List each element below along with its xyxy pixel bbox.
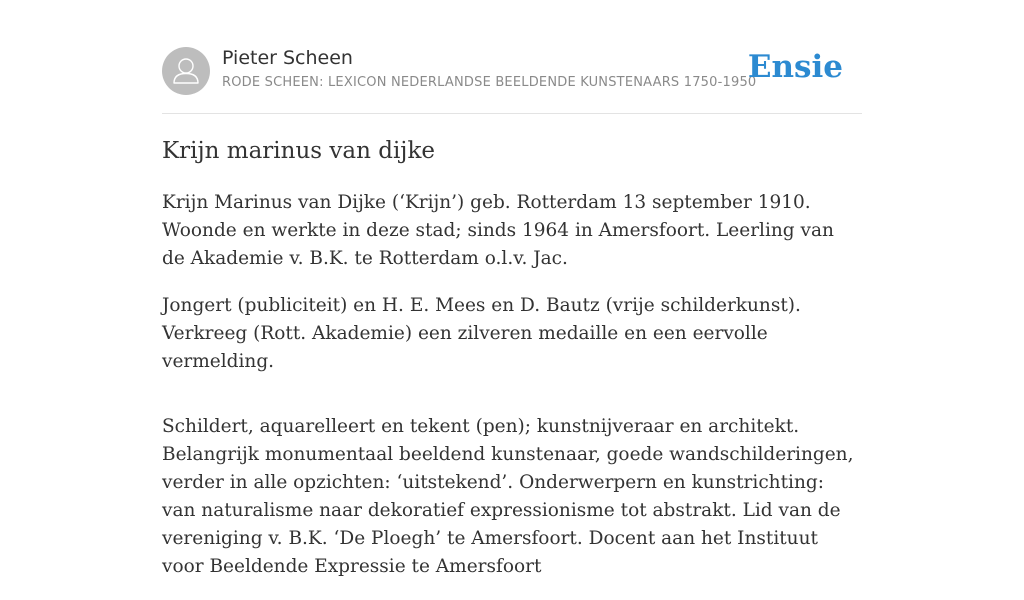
ensie-logo[interactable]: Ensie [747, 49, 843, 85]
paragraph-3: Schildert, aquarelleert en tekent (pen); kunstnijveraar en architekt. Belangrijk monumentaal beeldend kunstenaar, goede wandschilderingen, verder in alle opzichten: ‘uitstekend’. Onderwerpern en kunstrichting: van naturalisme naar dekoratief expressionisme tot abstrakt. Lid van de vereniging v. B.K. ‘De Ploegh’ te Amersfoort. Docent aan het Instituut voor Beeldende Expressie te Amersfoort [162, 416, 854, 577]
author-name[interactable]: Pieter Scheen [222, 47, 353, 69]
user-icon [162, 47, 210, 95]
article-title: Krijn marinus van dijke [162, 138, 435, 164]
paragraph-2: Jongert (publiciteit) en H. E. Mees en D. Bautz (vrije schilderkunst). Verkreeg (Rott. Akademie) een zilveren medaille en een eervolle vermelding. [162, 295, 801, 372]
paragraph-1: Krijn Marinus van Dijke (‘Krijn’) geb. Rotterdam 13 september 1910. Woonde en werkte in deze stad; sinds 1964 in Amersfoort. Leerling van de Akademie v. B.K. te Rotterdam o.l.v. Jac. [162, 192, 834, 269]
page-header [162, 47, 862, 114]
avatar[interactable] [162, 47, 210, 95]
article-body [162, 189, 862, 600]
source-label: RODE SCHEEN: LEXICON NEDERLANDSE BEELDENDE KUNSTENAARS 1750-1950 [222, 75, 757, 90]
